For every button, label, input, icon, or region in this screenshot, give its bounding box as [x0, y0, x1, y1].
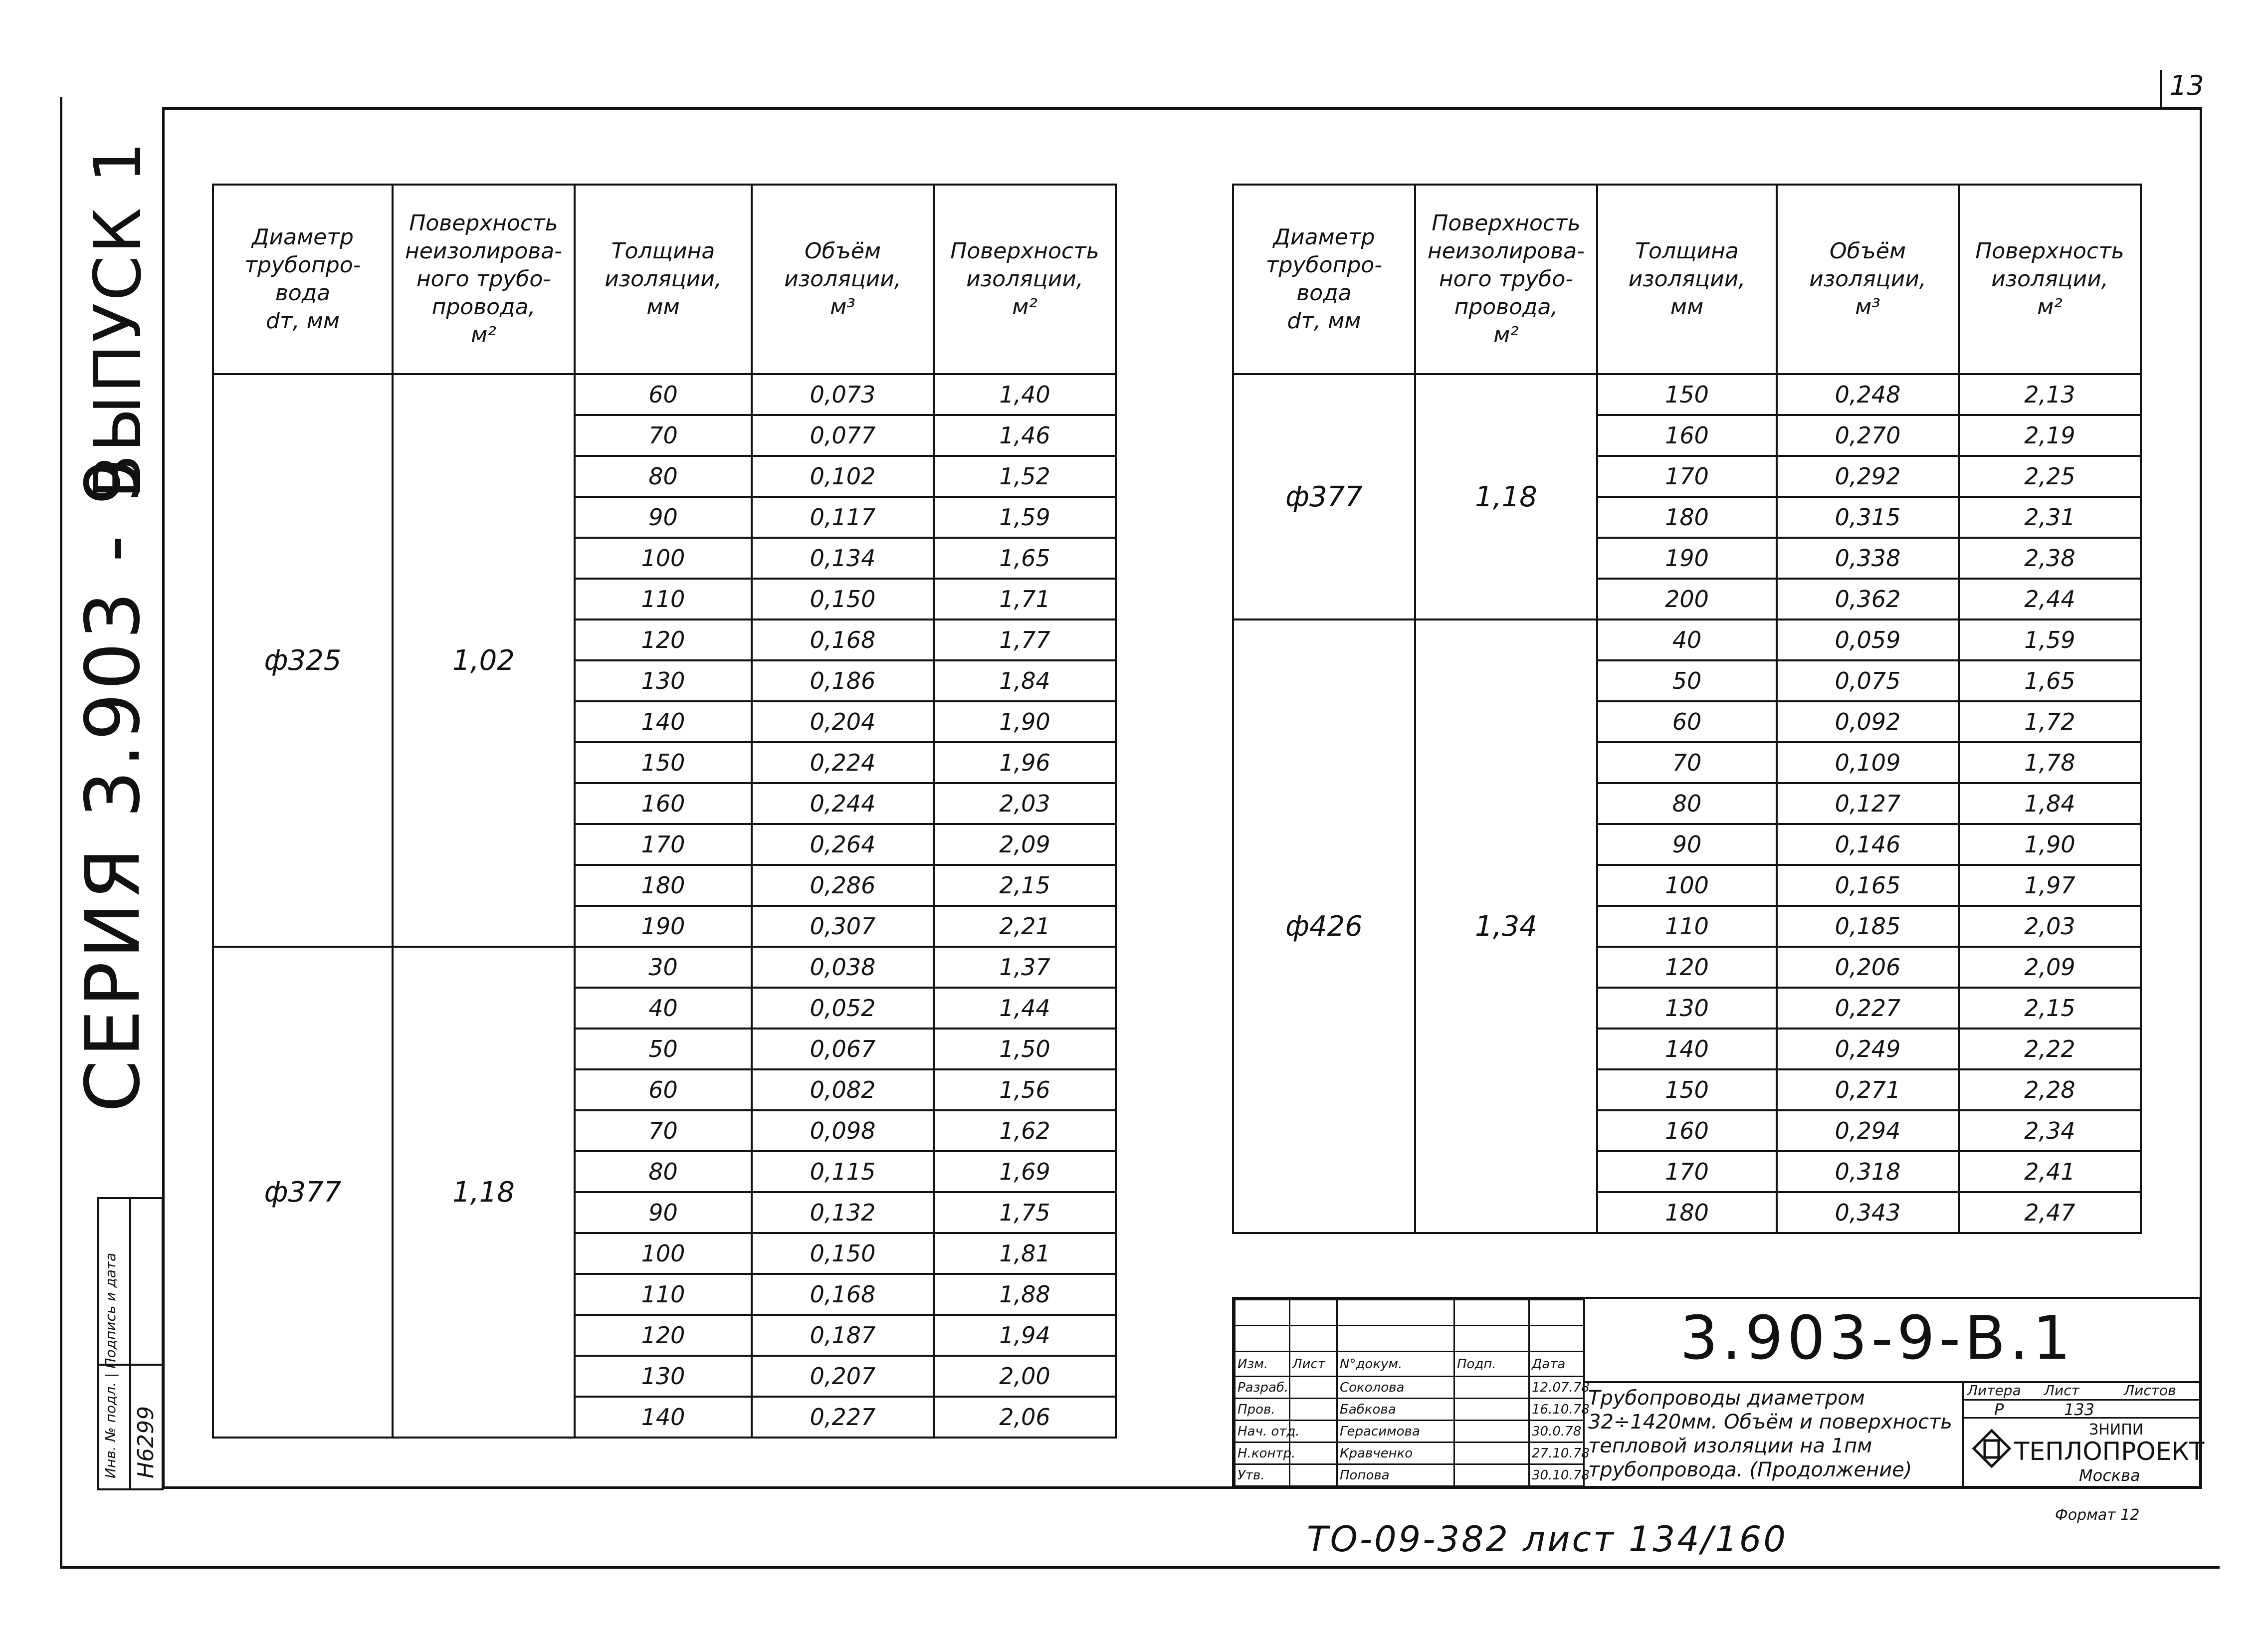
insulation-surface-cell: 2,25 — [1959, 456, 2141, 497]
insulation-surface-cell: 1,37 — [934, 947, 1116, 988]
thickness-cell: 70 — [575, 415, 752, 456]
thickness-cell: 160 — [1597, 415, 1777, 456]
insulation-surface-cell: 1,59 — [1959, 619, 2141, 660]
volume-cell: 0,092 — [1777, 701, 1959, 742]
volume-cell: 0,227 — [1777, 988, 1959, 1029]
insulation-surface-cell: 1,94 — [934, 1315, 1116, 1356]
table-row — [213, 947, 1116, 988]
staff-blank — [1290, 1377, 1337, 1399]
format-label: Формат 12 — [2055, 1506, 2140, 1524]
thickness-cell: 90 — [575, 497, 752, 538]
volume-cell: 0,098 — [752, 1110, 934, 1151]
staff-name: Соколова — [1337, 1377, 1454, 1399]
issue-label: ВЫПУСК 1 — [80, 140, 156, 499]
volume-cell: 0,338 — [1777, 538, 1959, 579]
volume-cell: 0,227 — [752, 1397, 934, 1438]
volume-cell: 0,286 — [752, 865, 934, 906]
thickness-cell: 110 — [575, 579, 752, 619]
insulation-surface-cell: 1,46 — [934, 415, 1116, 456]
org-top: ЗНИПИ — [2089, 1421, 2144, 1439]
insulation-surface-cell: 1,52 — [934, 456, 1116, 497]
volume-cell: 0,059 — [1777, 619, 1959, 660]
thickness-cell: 150 — [1597, 1069, 1777, 1110]
thickness-cell: 60 — [575, 374, 752, 415]
staff-signature — [1454, 1443, 1529, 1464]
volume-cell: 0,150 — [752, 579, 934, 619]
volume-cell: 0,294 — [1777, 1110, 1959, 1151]
staff-signature — [1454, 1377, 1529, 1399]
volume-cell: 0,146 — [1777, 824, 1959, 865]
staff-date: 30.0.78 — [1529, 1421, 1584, 1443]
header-surface-bare: Поверхность неизолирова- ного трубо- провода, м² — [393, 185, 575, 374]
insulation-surface-cell: 1,75 — [934, 1192, 1116, 1233]
thickness-cell: 80 — [1597, 783, 1777, 824]
insulation-surface-cell: 2,38 — [1959, 538, 2141, 579]
insulation-surface-cell: 1,84 — [934, 660, 1116, 701]
header-diameter: Диаметр трубопро- вода dт, мм — [1233, 185, 1415, 374]
thickness-cell: 40 — [575, 988, 752, 1029]
volume-cell: 0,362 — [1777, 579, 1959, 619]
pipe-diameter: ф426 — [1233, 619, 1415, 1233]
volume-cell: 0,075 — [1777, 660, 1959, 701]
staff-name: Герасимова — [1337, 1421, 1454, 1443]
bare-surface: 1,34 — [1415, 619, 1597, 1233]
insulation-surface-cell: 2,34 — [1959, 1110, 2141, 1151]
thickness-cell: 70 — [1597, 742, 1777, 783]
thickness-cell: 160 — [1597, 1110, 1777, 1151]
volume-cell: 0,343 — [1777, 1192, 1959, 1233]
thickness-cell: 120 — [575, 1315, 752, 1356]
thickness-cell: 120 — [1597, 947, 1777, 988]
stamp-grid — [1234, 1299, 1590, 1487]
insulation-surface-cell: 2,13 — [1959, 374, 2141, 415]
col-header-date: Дата — [1529, 1352, 1584, 1377]
staff-blank — [1290, 1443, 1337, 1464]
thickness-cell: 140 — [575, 1397, 752, 1438]
volume-cell: 0,271 — [1777, 1069, 1959, 1110]
page-number-box — [2160, 70, 2162, 107]
org-logo-icon — [1972, 1429, 2012, 1468]
volume-cell: 0,204 — [752, 701, 934, 742]
staff-signature — [1454, 1421, 1529, 1443]
stage-header-sheets: Листов — [2124, 1382, 2176, 1399]
volume-cell: 0,249 — [1777, 1029, 1959, 1069]
col-header-change: Изм. — [1235, 1352, 1290, 1377]
volume-cell: 0,186 — [752, 660, 934, 701]
inventory-box — [97, 1197, 164, 1490]
staff-role: Нач. отд. — [1235, 1421, 1290, 1443]
staff-date: 30.10.78 — [1529, 1464, 1584, 1486]
thickness-cell: 170 — [575, 824, 752, 865]
header-surface-bare: Поверхность неизолирова- ного трубо- провода, м² — [1415, 185, 1597, 374]
thickness-cell: 140 — [575, 701, 752, 742]
insulation-surface-cell: 2,03 — [1959, 906, 2141, 947]
col-header-doc: N°докум. — [1337, 1352, 1454, 1377]
insulation-surface-cell: 1,72 — [1959, 701, 2141, 742]
pipe-diameter: ф377 — [213, 947, 393, 1438]
staff-row — [1235, 1443, 1584, 1464]
insulation-surface-cell: 2,00 — [934, 1356, 1116, 1397]
staff-row — [1235, 1421, 1584, 1443]
volume-cell: 0,165 — [1777, 865, 1959, 906]
insulation-surface-cell: 1,62 — [934, 1110, 1116, 1151]
insulation-surface-cell: 2,03 — [934, 783, 1116, 824]
volume-cell: 0,187 — [752, 1315, 934, 1356]
thickness-cell: 60 — [1597, 701, 1777, 742]
pipe-diameter: ф325 — [213, 374, 393, 947]
insulation-surface-cell: 1,97 — [1959, 865, 2141, 906]
insulation-surface-cell: 2,21 — [934, 906, 1116, 947]
insulation-surface-cell: 1,96 — [934, 742, 1116, 783]
volume-cell: 0,067 — [752, 1029, 934, 1069]
table-row — [213, 374, 1116, 415]
thickness-cell: 200 — [1597, 579, 1777, 619]
header-volume: Объём изоляции, м³ — [752, 185, 934, 374]
stage-header-litera: Литера — [1967, 1382, 2021, 1399]
volume-cell: 0,117 — [752, 497, 934, 538]
bare-surface: 1,18 — [393, 947, 575, 1438]
thickness-cell: 130 — [575, 660, 752, 701]
org-name: ТЕПЛОПРОЕКТ — [2014, 1437, 2205, 1466]
bare-surface: 1,18 — [1415, 374, 1597, 619]
staff-role: Пров. — [1235, 1399, 1290, 1421]
volume-cell: 0,038 — [752, 947, 934, 988]
thickness-cell: 110 — [1597, 906, 1777, 947]
staff-blank — [1290, 1399, 1337, 1421]
volume-cell: 0,168 — [752, 1274, 934, 1315]
insulation-surface-cell: 2,22 — [1959, 1029, 2141, 1069]
staff-role: Утв. — [1235, 1464, 1290, 1486]
staff-signature — [1454, 1399, 1529, 1421]
insulation-surface-cell: 1,69 — [934, 1151, 1116, 1192]
insulation-surface-cell: 1,71 — [934, 579, 1116, 619]
volume-cell: 0,206 — [1777, 947, 1959, 988]
insulation-surface-cell: 2,06 — [934, 1397, 1116, 1438]
thickness-cell: 80 — [575, 1151, 752, 1192]
right-insulation-table — [1232, 184, 2142, 1234]
volume-cell: 0,318 — [1777, 1151, 1959, 1192]
header-diameter: Диаметр трубопро- вода dт, мм — [213, 185, 393, 374]
stage-header-sheet: Лист — [2044, 1382, 2079, 1399]
volume-cell: 0,134 — [752, 538, 934, 579]
thickness-cell: 90 — [1597, 824, 1777, 865]
thickness-cell: 190 — [575, 906, 752, 947]
volume-cell: 0,082 — [752, 1069, 934, 1110]
staff-blank — [1290, 1464, 1337, 1486]
header-thickness: Толщина изоляции, мм — [575, 185, 752, 374]
volume-cell: 0,248 — [1777, 374, 1959, 415]
volume-cell: 0,073 — [752, 374, 934, 415]
insulation-surface-cell: 1,81 — [934, 1233, 1116, 1274]
thickness-cell: 130 — [1597, 988, 1777, 1029]
thickness-cell: 180 — [1597, 497, 1777, 538]
thickness-cell: 60 — [575, 1069, 752, 1110]
insulation-surface-cell: 1,50 — [934, 1029, 1116, 1069]
col-header-sign: Подп. — [1454, 1352, 1529, 1377]
thickness-cell: 100 — [575, 538, 752, 579]
volume-cell: 0,127 — [1777, 783, 1959, 824]
staff-role: Н.контр. — [1235, 1443, 1290, 1464]
inventory-divider — [129, 1199, 131, 1488]
volume-cell: 0,224 — [752, 742, 934, 783]
stage-value: Р — [1994, 1400, 2004, 1419]
volume-cell: 0,292 — [1777, 456, 1959, 497]
staff-name: Бабкова — [1337, 1399, 1454, 1421]
header-surface-insulation: Поверхность изоляции, м² — [934, 185, 1116, 374]
thickness-cell: 190 — [1597, 538, 1777, 579]
insulation-surface-cell: 1,90 — [934, 701, 1116, 742]
insulation-surface-cell: 1,90 — [1959, 824, 2141, 865]
insulation-surface-cell: 1,88 — [934, 1274, 1116, 1315]
archive-note: ТО-09-382 лист 134/160 — [1307, 1519, 1788, 1560]
insulation-surface-cell: 2,28 — [1959, 1069, 2141, 1110]
insulation-surface-cell: 2,19 — [1959, 415, 2141, 456]
thickness-cell: 140 — [1597, 1029, 1777, 1069]
insulation-surface-cell: 2,41 — [1959, 1151, 2141, 1192]
page-number: 13 — [2170, 70, 2204, 101]
thickness-cell: 180 — [575, 865, 752, 906]
thickness-cell: 120 — [575, 619, 752, 660]
bare-surface: 1,02 — [393, 374, 575, 947]
table-row — [1233, 619, 2141, 660]
header-surface-insulation: Поверхность изоляции, м² — [1959, 185, 2141, 374]
thickness-cell: 160 — [575, 783, 752, 824]
thickness-cell: 150 — [1597, 374, 1777, 415]
sheet-bottom-line — [60, 1566, 2220, 1569]
insulation-surface-cell: 2,47 — [1959, 1192, 2141, 1233]
series-label: СЕРИЯ 3.903 - 9 — [70, 454, 157, 1112]
table-row — [1233, 374, 2141, 415]
staff-signature — [1454, 1464, 1529, 1486]
insulation-surface-cell: 1,65 — [1959, 660, 2141, 701]
volume-cell: 0,185 — [1777, 906, 1959, 947]
header-thickness: Толщина изоляции, мм — [1597, 185, 1777, 374]
insulation-surface-cell: 2,09 — [1959, 947, 2141, 988]
thickness-cell: 180 — [1597, 1192, 1777, 1233]
thickness-cell: 50 — [1597, 660, 1777, 701]
insulation-surface-cell: 2,31 — [1959, 497, 2141, 538]
staff-row — [1235, 1399, 1584, 1421]
insulation-surface-cell: 1,56 — [934, 1069, 1116, 1110]
inventory-number: Н6299 — [133, 1406, 159, 1478]
thickness-cell: 40 — [1597, 619, 1777, 660]
insulation-surface-cell: 2,44 — [1959, 579, 2141, 619]
staff-row — [1235, 1377, 1584, 1399]
volume-cell: 0,315 — [1777, 497, 1959, 538]
volume-cell: 0,052 — [752, 988, 934, 1029]
volume-cell: 0,077 — [752, 415, 934, 456]
inventory-label: Инв. № подл. | Подпись и дата — [102, 1252, 119, 1478]
stage-box — [1962, 1381, 2205, 1486]
thickness-cell: 70 — [575, 1110, 752, 1151]
thickness-cell: 80 — [575, 456, 752, 497]
thickness-cell: 170 — [1597, 456, 1777, 497]
table-header-row — [1233, 185, 2141, 374]
org-city: Москва — [2079, 1466, 2140, 1485]
sheet-value: 133 — [2064, 1400, 2095, 1419]
drawing-description: Трубопроводы диаметром 32÷1420мм. Объём и поверхность тепловой изоляции на 1пм трубопровода. (Продолжение) — [1588, 1387, 1952, 1481]
staff-date: 12.07.78 — [1529, 1377, 1584, 1399]
insulation-surface-cell: 2,15 — [934, 865, 1116, 906]
volume-cell: 0,150 — [752, 1233, 934, 1274]
col-header-sheet: Лист — [1290, 1352, 1337, 1377]
thickness-cell: 100 — [575, 1233, 752, 1274]
thickness-cell: 90 — [575, 1192, 752, 1233]
volume-cell: 0,168 — [752, 619, 934, 660]
thickness-cell: 100 — [1597, 865, 1777, 906]
header-volume: Объём изоляции, м³ — [1777, 185, 1959, 374]
table-header-row — [213, 185, 1116, 374]
volume-cell: 0,207 — [752, 1356, 934, 1397]
thickness-cell: 130 — [575, 1356, 752, 1397]
thickness-cell: 50 — [575, 1029, 752, 1069]
staff-date: 27.10.78 — [1529, 1443, 1584, 1464]
volume-cell: 0,109 — [1777, 742, 1959, 783]
title-block — [1232, 1297, 2205, 1488]
thickness-cell: 30 — [575, 947, 752, 988]
insulation-surface-cell: 1,40 — [934, 374, 1116, 415]
sheet-outer-line — [60, 97, 62, 1569]
thickness-cell: 110 — [575, 1274, 752, 1315]
thickness-cell: 170 — [1597, 1151, 1777, 1192]
staff-name: Попова — [1337, 1464, 1454, 1486]
staff-row — [1235, 1464, 1584, 1486]
insulation-surface-cell: 1,44 — [934, 988, 1116, 1029]
staff-name: Кравченко — [1337, 1443, 1454, 1464]
insulation-surface-cell: 2,15 — [1959, 988, 2141, 1029]
volume-cell: 0,115 — [752, 1151, 934, 1192]
thickness-cell: 150 — [575, 742, 752, 783]
pipe-diameter: ф377 — [1233, 374, 1415, 619]
insulation-surface-cell: 1,84 — [1959, 783, 2141, 824]
staff-date: 16.10.78 — [1529, 1399, 1584, 1421]
drawing-code: 3.903-9-В.1 — [1680, 1304, 2075, 1373]
insulation-surface-cell: 2,09 — [934, 824, 1116, 865]
volume-cell: 0,270 — [1777, 415, 1959, 456]
left-insulation-table — [212, 184, 1117, 1439]
volume-cell: 0,264 — [752, 824, 934, 865]
volume-cell: 0,102 — [752, 456, 934, 497]
staff-role: Разраб. — [1235, 1377, 1290, 1399]
volume-cell: 0,307 — [752, 906, 934, 947]
volume-cell: 0,244 — [752, 783, 934, 824]
insulation-surface-cell: 1,65 — [934, 538, 1116, 579]
insulation-surface-cell: 1,78 — [1959, 742, 2141, 783]
insulation-surface-cell: 1,77 — [934, 619, 1116, 660]
insulation-surface-cell: 1,59 — [934, 497, 1116, 538]
volume-cell: 0,132 — [752, 1192, 934, 1233]
code-box — [1583, 1299, 2201, 1383]
